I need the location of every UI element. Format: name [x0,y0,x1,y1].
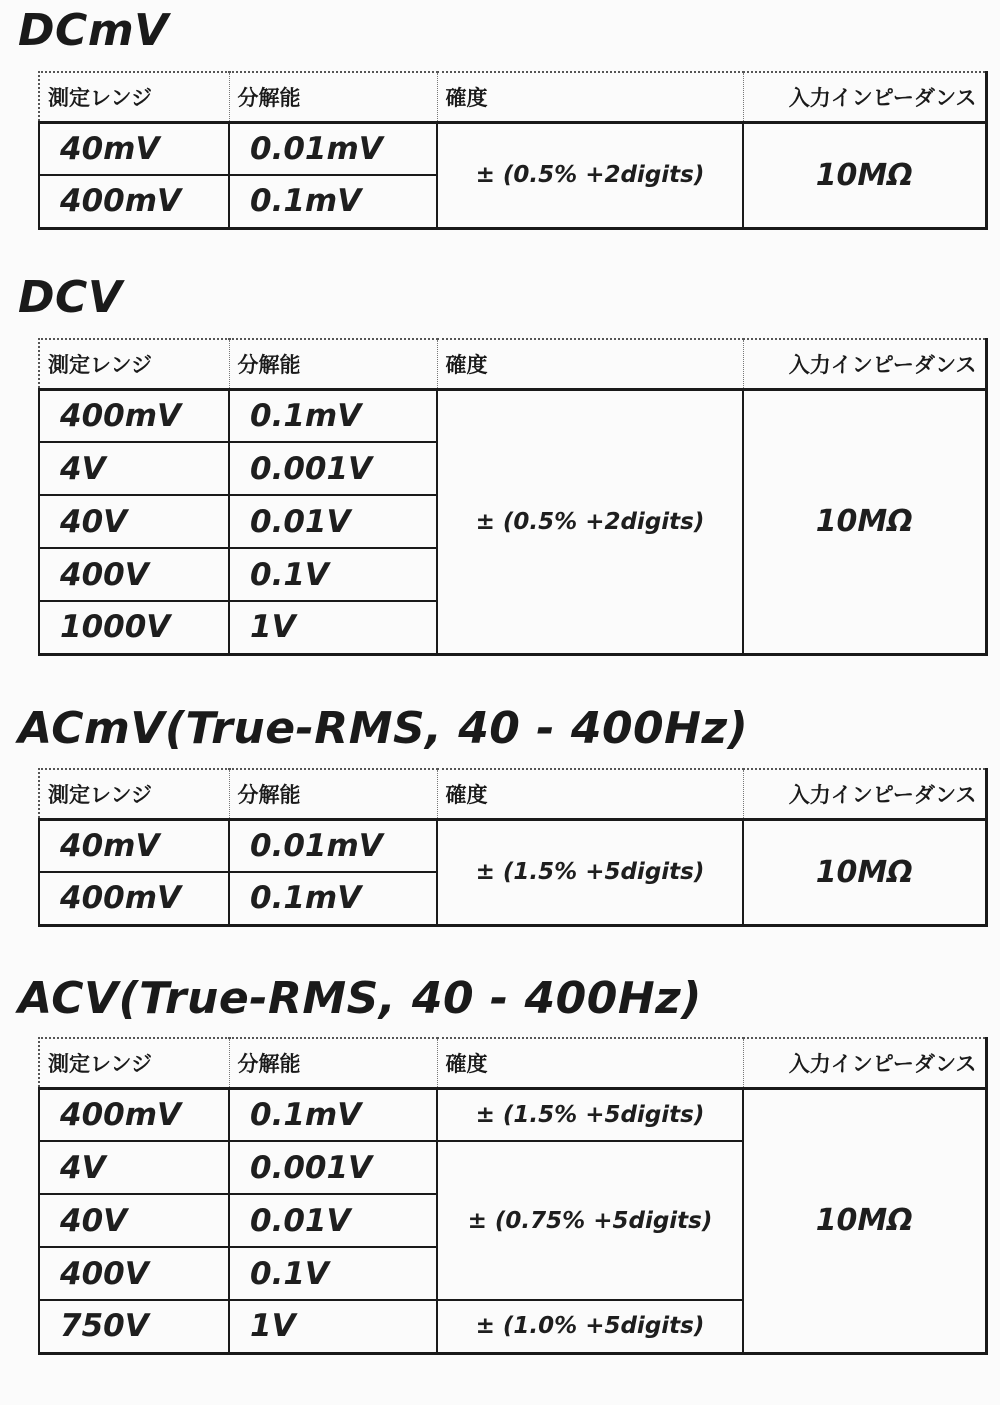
range-cell: 400V [39,1247,229,1300]
header-impedance: 入力インピーダンス [743,1038,986,1088]
spec-table-dcv [38,338,988,656]
resolution-cell: 0.01V [229,1194,437,1247]
header-resolution: 分解能 [229,1038,437,1088]
range-cell: 400mV [39,872,229,925]
impedance-cell: 10MΩ [743,1088,986,1353]
spec-table-acv [38,1037,988,1355]
table-row [39,389,986,442]
header-impedance: 入力インピーダンス [743,769,986,819]
resolution-cell: 1V [229,601,437,654]
range-cell: 750V [39,1300,229,1353]
range-cell: 40V [39,1194,229,1247]
table-header-row [39,769,986,819]
accuracy-cell: ± (1.0% +5digits) [437,1300,743,1353]
resolution-cell: 0.1mV [229,175,437,228]
resolution-cell: 0.1V [229,1247,437,1300]
impedance-cell: 10MΩ [743,122,986,228]
range-cell: 4V [39,1141,229,1194]
resolution-cell: 0.01mV [229,819,437,872]
table-row [39,819,986,872]
resolution-cell: 0.1mV [229,389,437,442]
accuracy-cell: ± (1.5% +5digits) [437,819,743,925]
resolution-cell: 0.1mV [229,1088,437,1141]
header-impedance: 入力インピーダンス [743,339,986,389]
range-cell: 40V [39,495,229,548]
section-title-acv: ACV(True-RMS, 40 - 400Hz) [18,973,702,1024]
impedance-cell: 10MΩ [743,389,986,654]
header-range: 測定レンジ [39,769,229,819]
range-cell: 40mV [39,122,229,175]
range-cell: 1000V [39,601,229,654]
accuracy-cell: ± (0.75% +5digits) [437,1141,743,1300]
range-cell: 400mV [39,389,229,442]
section-title-dcmv: DCmV [18,5,169,56]
accuracy-cell: ± (0.5% +2digits) [437,122,743,228]
table-header-row [39,339,986,389]
resolution-cell: 0.1V [229,548,437,601]
resolution-cell: 0.001V [229,442,437,495]
header-range: 測定レンジ [39,1038,229,1088]
range-cell: 4V [39,442,229,495]
spec-table-acmv [38,768,988,927]
table-row [39,1088,986,1141]
section-title-acmv: ACmV(True-RMS, 40 - 400Hz) [18,703,749,754]
table-header-row [39,1038,986,1088]
header-accuracy: 確度 [437,72,743,122]
resolution-cell: 0.001V [229,1141,437,1194]
header-range: 測定レンジ [39,72,229,122]
resolution-cell: 0.01mV [229,122,437,175]
range-cell: 400mV [39,175,229,228]
resolution-cell: 1V [229,1300,437,1353]
range-cell: 400mV [39,1088,229,1141]
header-range: 測定レンジ [39,339,229,389]
accuracy-cell: ± (1.5% +5digits) [437,1088,743,1141]
table-header-row [39,72,986,122]
header-impedance: 入力インピーダンス [743,72,986,122]
range-cell: 400V [39,548,229,601]
header-resolution: 分解能 [229,339,437,389]
impedance-cell: 10MΩ [743,819,986,925]
header-accuracy: 確度 [437,339,743,389]
header-resolution: 分解能 [229,769,437,819]
header-accuracy: 確度 [437,769,743,819]
spec-table-dcmv [38,71,988,230]
table-row [39,122,986,175]
accuracy-cell: ± (0.5% +2digits) [437,389,743,654]
header-resolution: 分解能 [229,72,437,122]
header-accuracy: 確度 [437,1038,743,1088]
resolution-cell: 0.1mV [229,872,437,925]
resolution-cell: 0.01V [229,495,437,548]
range-cell: 40mV [39,819,229,872]
section-title-dcv: DCV [18,272,123,323]
